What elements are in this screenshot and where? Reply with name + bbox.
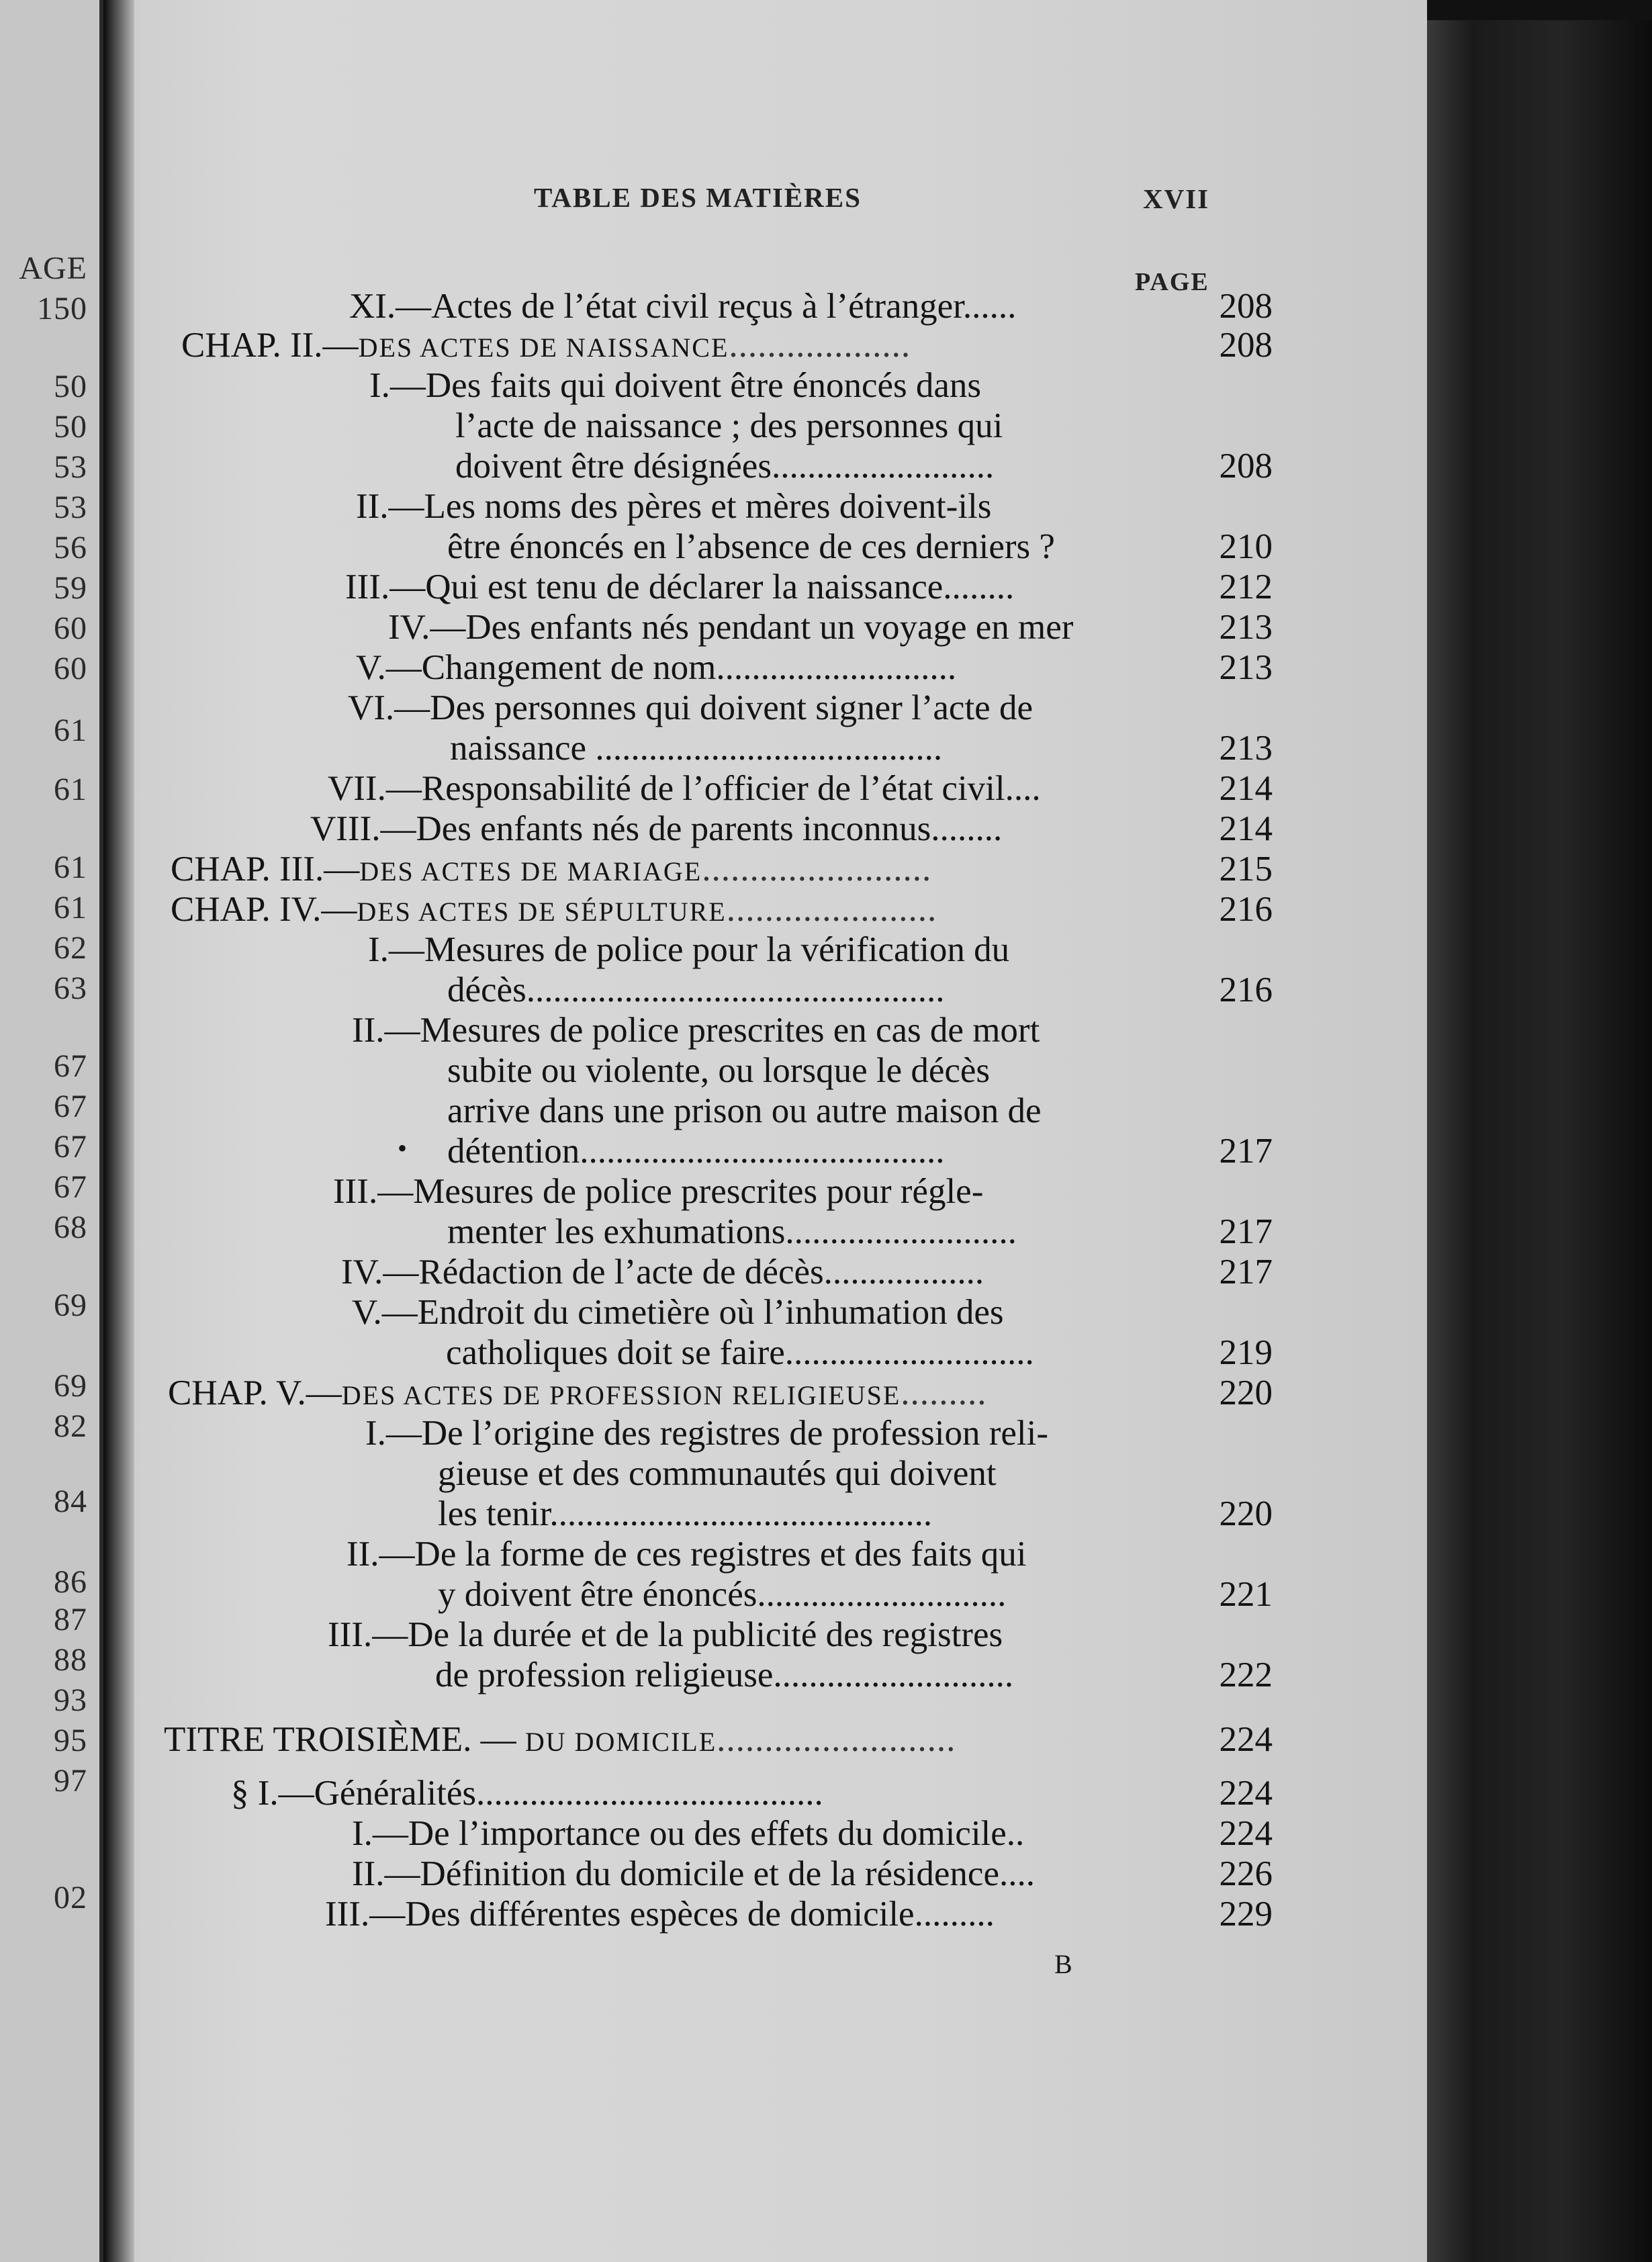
left-page-number: AGE — [19, 251, 87, 286]
toc-entry-text: VII.—Responsabilité de l’officier de l’état civil.... — [328, 769, 1041, 808]
toc-page-number: 224 — [1219, 1720, 1273, 1759]
toc-page-number: 221 — [1219, 1575, 1273, 1614]
toc-entry — [347, 1537, 1027, 1572]
left-page-number: 95 — [54, 1723, 87, 1758]
page-column-label: PAGE — [1135, 268, 1209, 296]
toc-entry — [348, 690, 1033, 726]
toc-entry-text: gieuse et des communautés qui doivent — [438, 1454, 997, 1493]
toc-page-number: 217 — [1219, 1132, 1273, 1171]
toc-entry-text: III.—De la durée et de la publicité des registres — [328, 1615, 1003, 1654]
left-page-number: 61 — [54, 850, 87, 885]
toc-entry-text: III.—Mesures de police prescrites pour régle- — [333, 1172, 984, 1211]
left-page-number: 93 — [54, 1682, 87, 1718]
toc-entry-text: menter les exhumations.......................... — [447, 1212, 1017, 1251]
toc-page-number: 212 — [1219, 568, 1273, 606]
toc-entry — [352, 1816, 1024, 1852]
toc-entry — [447, 1053, 990, 1089]
toc-entry-leader: ........................ — [702, 850, 932, 889]
toc-entry — [447, 1093, 1042, 1129]
toc-page-number: 208 — [1219, 447, 1273, 486]
toc-entry-text: I.—Des faits qui doivent être énoncés dans — [369, 366, 982, 405]
toc-entry — [356, 489, 991, 525]
left-page-number: 82 — [54, 1408, 87, 1444]
toc-entry — [356, 650, 956, 686]
toc-entry-heading: DES ACTES DE PROFESSION RELIGIEUSE — [341, 1380, 901, 1410]
left-page-number: 61 — [54, 713, 87, 748]
toc-entry — [328, 771, 1041, 807]
left-page-number: 63 — [54, 970, 87, 1006]
left-page-number: 56 — [54, 530, 87, 566]
toc-entry — [345, 570, 1014, 605]
toc-entry — [171, 892, 937, 928]
toc-page-number: 210 — [1219, 527, 1273, 566]
running-title: TABLE DES MATIÈRES — [534, 182, 862, 213]
toc-entry — [438, 1496, 932, 1532]
toc-entry — [349, 289, 1016, 324]
left-page-number: 50 — [54, 369, 87, 404]
toc-entry-text: naissance ....................................... — [450, 729, 943, 768]
toc-entry — [341, 1255, 984, 1290]
toc-entry — [181, 328, 911, 363]
toc-entry — [231, 1776, 823, 1811]
toc-entry — [325, 1897, 995, 1932]
toc-entry — [447, 1134, 944, 1169]
toc-entry-heading: DU DOMICILE — [524, 1727, 717, 1757]
signature-mark: B — [1054, 1949, 1072, 1979]
toc-entry — [455, 408, 1003, 444]
toc-entry-text: subite ou violente, ou lorsque le décès — [447, 1051, 991, 1090]
toc-page-number: 226 — [1219, 1854, 1273, 1893]
toc-page-number: 220 — [1219, 1373, 1273, 1412]
toc-entry-text: V.—Changement de nom........................... — [356, 648, 957, 687]
page-gutter — [103, 0, 137, 2262]
toc-entry — [435, 1658, 1013, 1693]
toc-page-number: 215 — [1219, 850, 1273, 889]
toc-entry — [438, 1577, 1006, 1613]
left-page-number: 84 — [54, 1484, 87, 1519]
toc-entry-text: I.—De l’importance ou des effets du domicile.. — [352, 1814, 1025, 1853]
left-page-number: 69 — [54, 1287, 87, 1323]
toc-page-number: 224 — [1219, 1814, 1273, 1853]
left-page-number: 59 — [54, 570, 87, 606]
toc-page-number: 208 — [1219, 287, 1273, 326]
toc-entry — [368, 932, 1009, 968]
toc-entry-text: VI.—Des personnes qui doivent signer l’acte de — [348, 688, 1033, 727]
toc-entry-text: III.—Des différentes espèces de domicile......... — [325, 1895, 995, 1934]
toc-page-number: 213 — [1219, 729, 1273, 768]
left-page-number: 67 — [54, 1129, 87, 1165]
toc-page-number: 229 — [1219, 1895, 1273, 1934]
toc-page-number: 224 — [1219, 1774, 1273, 1813]
left-page-number: 97 — [54, 1763, 87, 1799]
left-page-number: 50 — [54, 409, 87, 445]
left-page-number: 53 — [54, 490, 87, 525]
toc-page-number: 213 — [1219, 648, 1273, 687]
toc-entry-text: détention......................................... — [447, 1132, 945, 1171]
toc-entry-text: être énoncés en l’absence de ces derniers ? — [447, 527, 1055, 566]
toc-page-number: 217 — [1219, 1212, 1273, 1251]
toc-entry-leader: ...................... — [726, 890, 937, 929]
toc-page-number: 219 — [1219, 1333, 1273, 1372]
toc-entry-text: arrive dans une prison ou autre maison de — [447, 1091, 1042, 1130]
left-page-number: 60 — [54, 610, 87, 646]
toc-entry-text: III.—Qui est tenu de déclarer la naissance........ — [345, 568, 1015, 606]
toc-page-number: 213 — [1219, 608, 1273, 647]
left-page-number: 61 — [54, 890, 87, 925]
toc-entry — [455, 449, 994, 484]
toc-entry-text: de profession religieuse........................... — [435, 1656, 1014, 1694]
left-page-number: 60 — [54, 651, 87, 686]
toc-entry-prefix: CHAP. IV.— — [171, 890, 357, 929]
toc-entry-prefix: TITRE TROISIÈME. — — [164, 1720, 525, 1759]
toc-page-number: 216 — [1219, 890, 1273, 929]
toc-page-number: 220 — [1219, 1494, 1273, 1533]
toc-entry-text: y doivent être énoncés............................ — [438, 1575, 1007, 1614]
toc-entry — [447, 529, 1055, 565]
toc-page-number: 214 — [1219, 769, 1273, 808]
toc-entry-text: II.—Les noms des pères et mères doivent-ils — [356, 487, 992, 526]
left-page-number: 02 — [54, 1880, 87, 1915]
toc-entry-prefix: CHAP. III.— — [171, 850, 360, 889]
toc-entry-heading: DES ACTES DE NAISSANCE — [358, 332, 729, 363]
toc-entry — [171, 852, 931, 887]
toc-page-number: 217 — [1219, 1253, 1273, 1292]
toc-entry-text: I.—De l’origine des registres de profession reli- — [365, 1414, 1048, 1453]
toc-entry-text: V.—Endroit du cimetière où l’inhumation des — [352, 1293, 1004, 1332]
left-page-number: 61 — [54, 772, 87, 807]
toc-entry-text: catholiques doit se faire............................ — [446, 1333, 1034, 1372]
toc-page-number: 216 — [1219, 970, 1273, 1009]
toc-entry-text: les tenir........................................... — [438, 1494, 933, 1533]
book-page — [134, 0, 1427, 2262]
left-page-number: 67 — [54, 1089, 87, 1124]
toc-entry — [447, 1214, 1017, 1250]
toc-entry-leader: ......................... — [717, 1720, 956, 1759]
left-page-number: 88 — [54, 1642, 87, 1678]
toc-entry-text: II.—Mesures de police prescrites en cas de mort — [352, 1011, 1040, 1050]
toc-entry-text: IV.—Des enfants nés pendant un voyage en mer — [388, 608, 1074, 647]
toc-entry-text: l’acte de naissance ; des personnes qui — [455, 406, 1003, 445]
toc-entry — [365, 1416, 1048, 1451]
toc-entry-text: VIII.—Des enfants nés de parents inconnus........ — [310, 809, 1003, 848]
toc-entry-leader: ......... — [901, 1373, 987, 1412]
toc-entry — [447, 972, 944, 1008]
left-page-number: 53 — [54, 449, 87, 485]
toc-page-number: 208 — [1219, 326, 1273, 365]
book-edge-top — [1427, 0, 1652, 20]
book-edge — [1427, 20, 1652, 2262]
toc-entry — [369, 368, 981, 404]
left-page-number: 68 — [54, 1210, 87, 1245]
left-page-number: 67 — [54, 1169, 87, 1205]
toc-entry — [450, 731, 942, 766]
toc-entry-text: § I.—Généralités....................................... — [231, 1774, 823, 1813]
toc-entry-text: II.—De la forme de ces registres et des faits qui — [347, 1535, 1027, 1574]
left-page-number: 62 — [54, 930, 87, 966]
left-page-margin — [0, 0, 103, 2262]
toc-entry — [352, 1295, 1004, 1330]
toc-entry — [164, 1722, 956, 1758]
toc-entry — [333, 1174, 983, 1210]
toc-entry-text: XI.—Actes de l’état civil reçus à l’étranger...... — [349, 287, 1017, 326]
toc-page-number: 222 — [1219, 1656, 1273, 1694]
toc-entry-text: doivent être désignées......................... — [455, 447, 995, 486]
left-page-number: 69 — [54, 1368, 87, 1404]
folio-number: XVII — [1143, 183, 1210, 214]
toc-entry-prefix: CHAP. II.— — [181, 326, 359, 365]
toc-entry-text: décès............................................... — [447, 970, 945, 1009]
left-page-number: 150 — [37, 291, 87, 326]
toc-entry-heading: DES ACTES DE SÉPULTURE — [357, 897, 727, 927]
toc-entry-prefix: CHAP. V.— — [168, 1373, 342, 1412]
toc-entry — [446, 1335, 1034, 1371]
stray-mark: • — [398, 1133, 408, 1163]
toc-entry — [310, 811, 1002, 847]
toc-entry-text: IV.—Rédaction de l’acte de décès.................. — [341, 1253, 984, 1292]
toc-entry — [352, 1013, 1040, 1048]
left-page-number: 86 — [54, 1564, 87, 1600]
left-page-number: 87 — [54, 1602, 87, 1637]
toc-entry-heading: DES ACTES DE MARIAGE — [359, 856, 702, 887]
toc-entry-text: I.—Mesures de police pour la vérification du — [368, 930, 1010, 969]
toc-entry — [328, 1617, 1003, 1653]
toc-entry-text: II.—Définition du domicile et de la résidence.... — [352, 1854, 1035, 1893]
toc-page-number: 214 — [1219, 809, 1273, 848]
toc-entry — [352, 1856, 1035, 1892]
toc-entry-leader: ................... — [729, 326, 911, 365]
left-page-number: 67 — [54, 1048, 87, 1084]
toc-entry — [168, 1375, 987, 1411]
toc-entry — [388, 610, 1073, 645]
toc-entry — [438, 1456, 997, 1492]
